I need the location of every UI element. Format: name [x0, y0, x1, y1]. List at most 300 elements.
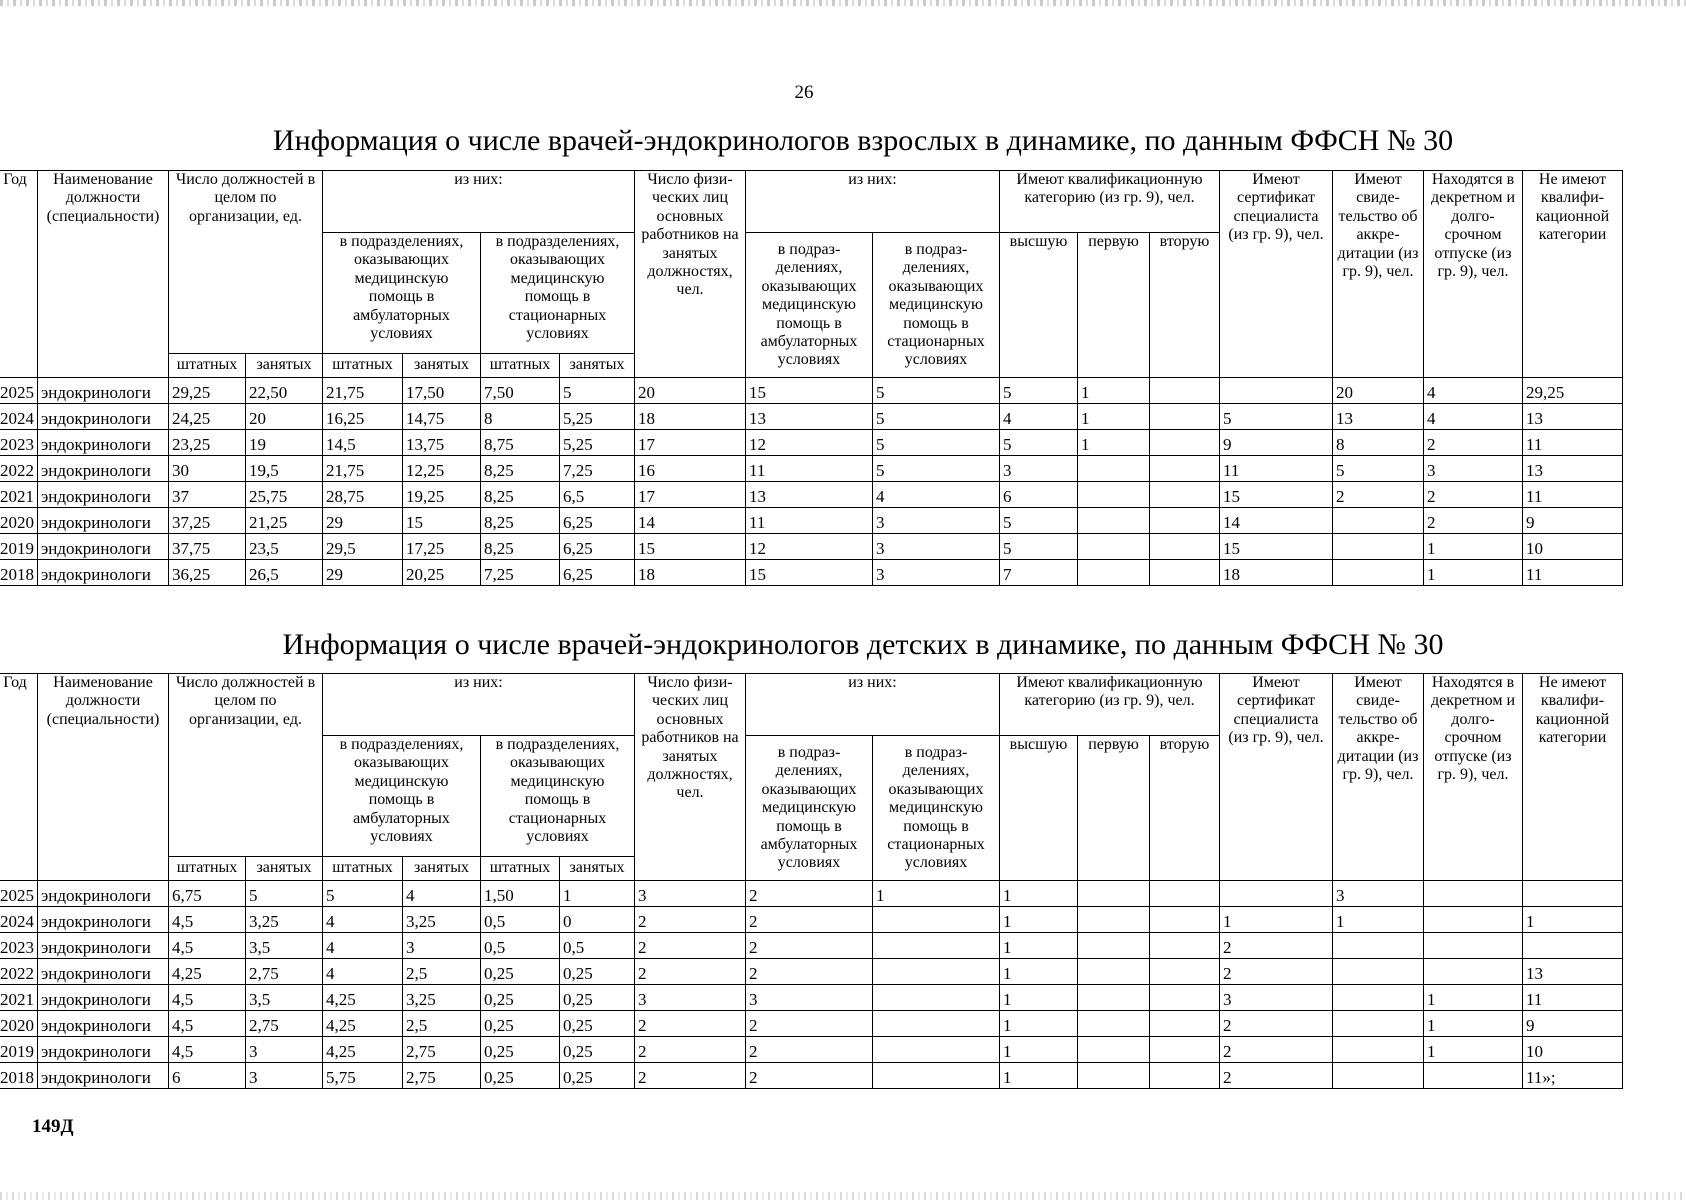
adult-table-body	[0, 378, 1623, 586]
value-cell: 8,25	[481, 482, 560, 508]
value-cell: 10	[1523, 534, 1623, 560]
value-cell: 3	[746, 985, 873, 1011]
position-cell: эндокринологи	[38, 404, 169, 430]
value-cell	[1078, 1063, 1150, 1089]
col-year-header: Год	[0, 674, 38, 881]
value-cell: 29	[323, 508, 403, 534]
value-cell: 3,25	[246, 907, 323, 933]
value-cell	[1150, 959, 1220, 985]
value-cell: 3,25	[403, 907, 481, 933]
value-cell: 1	[1523, 907, 1623, 933]
col-no-category-header: Не имеют квалифи-кационной категории	[1523, 171, 1623, 378]
value-cell	[1078, 1011, 1150, 1037]
value-cell	[1333, 985, 1424, 1011]
year-cell: 2024	[0, 907, 38, 933]
table-row	[0, 482, 1623, 508]
col-outpatient-header: в подразделениях, оказывающих медицинскую помощь в амбулаторных условиях	[323, 233, 481, 354]
value-cell: 4,5	[169, 1037, 246, 1063]
value-cell: 4	[1000, 404, 1078, 430]
value-cell	[1150, 534, 1220, 560]
value-cell: 1	[1000, 1063, 1078, 1089]
value-cell: 1	[873, 881, 1000, 907]
value-cell: 8,75	[481, 430, 560, 456]
col-first-header: первую	[1078, 233, 1150, 378]
value-cell	[1150, 430, 1220, 456]
value-cell: 5	[1220, 404, 1333, 430]
position-cell: эндокринологи	[38, 985, 169, 1011]
value-cell: 1	[1078, 378, 1150, 404]
child-endocrinologists-table	[0, 673, 1623, 1089]
value-cell: 13	[1523, 404, 1623, 430]
value-cell: 2	[746, 959, 873, 985]
value-cell: 9	[1523, 508, 1623, 534]
value-cell: 11	[746, 508, 873, 534]
col-first-header: первую	[1078, 736, 1150, 881]
value-cell: 23,5	[246, 534, 323, 560]
value-cell: 0	[560, 907, 635, 933]
value-cell: 5	[323, 881, 403, 907]
value-cell: 1	[1078, 404, 1150, 430]
value-cell: 4	[323, 959, 403, 985]
value-cell: 3	[246, 1063, 323, 1089]
value-cell: 37,25	[169, 508, 246, 534]
year-cell: 2020	[0, 508, 38, 534]
value-cell: 3	[873, 534, 1000, 560]
value-cell: 2	[746, 907, 873, 933]
value-cell: 0,25	[481, 959, 560, 985]
value-cell: 6,75	[169, 881, 246, 907]
value-cell: 19,5	[246, 456, 323, 482]
position-cell: эндокринологи	[38, 1037, 169, 1063]
col-certificate-header: Имеют сертификат специалиста (из гр. 9), чел.	[1220, 171, 1333, 378]
value-cell: 0,5	[560, 933, 635, 959]
value-cell: 13	[1523, 959, 1623, 985]
value-cell	[1150, 881, 1220, 907]
value-cell: 1	[1424, 534, 1523, 560]
col-outpatient-header: в подразделениях, оказывающих медицинскую помощь в амбулаторных условиях	[323, 736, 481, 857]
col-occupied-header: занятых	[403, 857, 481, 881]
value-cell: 21,25	[246, 508, 323, 534]
position-cell: эндокринологи	[38, 508, 169, 534]
table-row	[0, 534, 1623, 560]
value-cell: 37,75	[169, 534, 246, 560]
table-row	[0, 1011, 1623, 1037]
value-cell: 2	[635, 1037, 746, 1063]
position-cell: эндокринологи	[38, 378, 169, 404]
value-cell: 4	[873, 482, 1000, 508]
col-certificate-header: Имеют сертификат специалиста (из гр. 9), чел.	[1220, 674, 1333, 881]
col-highest-header: высшую	[1000, 233, 1078, 378]
value-cell	[1078, 482, 1150, 508]
col-individuals-header: Число физи-ческих лиц основных работников на занятых должностях, чел.	[635, 171, 746, 378]
value-cell: 14,75	[403, 404, 481, 430]
value-cell: 1	[1000, 959, 1078, 985]
value-cell: 1	[1000, 985, 1078, 1011]
value-cell: 7	[1000, 560, 1078, 586]
year-cell: 2025	[0, 881, 38, 907]
value-cell: 29,5	[323, 534, 403, 560]
value-cell	[1333, 560, 1424, 586]
position-cell: эндокринологи	[38, 560, 169, 586]
value-cell	[1150, 907, 1220, 933]
value-cell	[1150, 985, 1220, 1011]
value-cell: 6	[169, 1063, 246, 1089]
value-cell: 1	[1220, 907, 1333, 933]
value-cell: 26,5	[246, 560, 323, 586]
value-cell	[1150, 560, 1220, 586]
col-second-header: вторую	[1150, 736, 1220, 881]
value-cell: 0,5	[481, 907, 560, 933]
value-cell: 7,25	[481, 560, 560, 586]
table-row	[0, 985, 1623, 1011]
year-cell: 2021	[0, 482, 38, 508]
year-cell: 2024	[0, 404, 38, 430]
value-cell: 3	[1220, 985, 1333, 1011]
col-individuals-header: Число физи-ческих лиц основных работников на занятых должностях, чел.	[635, 674, 746, 881]
year-cell: 2021	[0, 985, 38, 1011]
year-cell: 2019	[0, 534, 38, 560]
value-cell: 4,25	[323, 1011, 403, 1037]
value-cell: 4,5	[169, 1011, 246, 1037]
value-cell	[1150, 1011, 1220, 1037]
year-cell: 2023	[0, 430, 38, 456]
value-cell: 3,25	[403, 985, 481, 1011]
value-cell: 3	[246, 1037, 323, 1063]
value-cell: 4,25	[323, 985, 403, 1011]
table-row	[0, 404, 1623, 430]
year-cell: 2019	[0, 1037, 38, 1063]
value-cell: 11	[1220, 456, 1333, 482]
value-cell: 11»;	[1523, 1063, 1623, 1089]
value-cell: 0,25	[481, 1037, 560, 1063]
value-cell: 2	[746, 881, 873, 907]
col-of-them2-header: из них:	[746, 674, 1000, 736]
value-cell: 0,25	[481, 1011, 560, 1037]
value-cell: 0,25	[560, 1063, 635, 1089]
value-cell: 13	[746, 404, 873, 430]
value-cell: 4,25	[323, 1037, 403, 1063]
value-cell: 11	[746, 456, 873, 482]
year-cell: 2022	[0, 456, 38, 482]
value-cell: 2,75	[403, 1063, 481, 1089]
value-cell: 2	[635, 907, 746, 933]
value-cell	[1220, 881, 1333, 907]
value-cell: 15	[1220, 482, 1333, 508]
value-cell: 14,5	[323, 430, 403, 456]
col-of-them-header: из них:	[323, 674, 635, 736]
value-cell	[873, 1037, 1000, 1063]
value-cell: 15	[746, 560, 873, 586]
col-occupied-header: занятых	[403, 354, 481, 378]
value-cell: 5	[1000, 534, 1078, 560]
value-cell: 3	[1000, 456, 1078, 482]
col-staff-header: штатных	[481, 354, 560, 378]
value-cell: 1,50	[481, 881, 560, 907]
value-cell: 1	[560, 881, 635, 907]
col-occupied-header: занятых	[560, 857, 635, 881]
value-cell	[1078, 959, 1150, 985]
value-cell: 2	[635, 933, 746, 959]
value-cell: 5,25	[560, 404, 635, 430]
value-cell: 1	[1424, 560, 1523, 586]
value-cell: 17	[635, 430, 746, 456]
value-cell: 29,25	[169, 378, 246, 404]
value-cell: 4	[403, 881, 481, 907]
value-cell: 5	[873, 456, 1000, 482]
value-cell: 0,25	[481, 985, 560, 1011]
value-cell: 8	[481, 404, 560, 430]
value-cell: 29,25	[1523, 378, 1623, 404]
value-cell: 17	[635, 482, 746, 508]
value-cell: 11	[1523, 985, 1623, 1011]
value-cell	[1078, 534, 1150, 560]
value-cell: 28,75	[323, 482, 403, 508]
value-cell	[1333, 933, 1424, 959]
value-cell: 6,5	[560, 482, 635, 508]
value-cell: 2	[746, 1011, 873, 1037]
value-cell: 0,25	[481, 1063, 560, 1089]
value-cell: 8,25	[481, 456, 560, 482]
value-cell: 3	[1424, 456, 1523, 482]
col-no-category-header: Не имеют квалифи-кационной категории	[1523, 674, 1623, 881]
table-row	[0, 881, 1623, 907]
table-row	[0, 430, 1623, 456]
value-cell: 6,25	[560, 560, 635, 586]
col-qualification-header: Имеют квалификационную категорию (из гр. 9), чел.	[1000, 674, 1220, 736]
value-cell: 2	[1424, 508, 1523, 534]
position-cell: эндокринологи	[38, 482, 169, 508]
value-cell	[1078, 985, 1150, 1011]
year-cell: 2022	[0, 959, 38, 985]
col-year-header: Год	[0, 171, 38, 378]
year-cell: 2020	[0, 1011, 38, 1037]
value-cell	[1523, 881, 1623, 907]
year-cell: 2023	[0, 933, 38, 959]
table-row	[0, 933, 1623, 959]
value-cell: 25,75	[246, 482, 323, 508]
table-row	[0, 378, 1623, 404]
value-cell: 1	[1000, 1037, 1078, 1063]
table-row	[0, 508, 1623, 534]
position-cell: эндокринологи	[38, 430, 169, 456]
value-cell: 21,75	[323, 456, 403, 482]
table-row	[0, 959, 1623, 985]
col-position-header: Наименование должности (специальности)	[38, 674, 169, 881]
value-cell: 2	[635, 1063, 746, 1089]
value-cell: 3	[403, 933, 481, 959]
table-title-adults: Информация о числе врачей-эндокринологов взрослых в динамике, по данным ФФСН № 30	[272, 124, 1454, 157]
value-cell: 9	[1523, 1011, 1623, 1037]
value-cell: 2	[1220, 959, 1333, 985]
col-staff-header: штатных	[169, 354, 246, 378]
col-outpatient-short-header: в подраз-делениях, оказывающих медицинскую помощь в амбулаторных условиях	[746, 233, 873, 378]
value-cell: 4,25	[169, 959, 246, 985]
col-qualification-header: Имеют квалификационную категорию (из гр. 9), чел.	[1000, 171, 1220, 233]
value-cell: 5	[1000, 508, 1078, 534]
col-occupied-header: занятых	[246, 857, 323, 881]
value-cell: 6,25	[560, 508, 635, 534]
col-outpatient-short-header: в подраз-делениях, оказывающих медицинскую помощь в амбулаторных условиях	[746, 736, 873, 881]
value-cell: 1	[1000, 907, 1078, 933]
value-cell	[1078, 907, 1150, 933]
value-cell: 5	[873, 378, 1000, 404]
col-staff-header: штатных	[323, 857, 403, 881]
value-cell: 2	[1424, 430, 1523, 456]
value-cell: 2	[1220, 1037, 1333, 1063]
value-cell	[1150, 378, 1220, 404]
value-cell: 4,5	[169, 933, 246, 959]
value-cell: 17,50	[403, 378, 481, 404]
value-cell: 5,25	[560, 430, 635, 456]
value-cell: 18	[1220, 560, 1333, 586]
value-cell: 2,75	[403, 1037, 481, 1063]
value-cell	[1078, 456, 1150, 482]
value-cell: 4	[323, 933, 403, 959]
value-cell: 3,5	[246, 933, 323, 959]
value-cell	[1333, 508, 1424, 534]
col-accreditation-header: Имеют свиде-тельство об аккре-дитации (из гр. 9), чел.	[1333, 171, 1424, 378]
value-cell	[1078, 560, 1150, 586]
value-cell: 1	[1333, 907, 1424, 933]
value-cell: 5	[1000, 378, 1078, 404]
value-cell	[1333, 1063, 1424, 1089]
value-cell: 20	[246, 404, 323, 430]
value-cell: 14	[1220, 508, 1333, 534]
col-accreditation-header: Имеют свиде-тельство об аккре-дитации (из гр. 9), чел.	[1333, 674, 1424, 881]
value-cell: 5	[1333, 456, 1424, 482]
value-cell: 5	[873, 404, 1000, 430]
position-cell: эндокринологи	[38, 933, 169, 959]
value-cell: 11	[1523, 482, 1623, 508]
value-cell: 8,25	[481, 534, 560, 560]
col-posts-total-header: Число должностей в целом по организации, ед.	[169, 171, 323, 354]
value-cell	[1078, 933, 1150, 959]
value-cell	[1078, 881, 1150, 907]
table-title-children: Информация о числе врачей-эндокринологов детских в динамике, по данным ФФСН № 30	[282, 628, 1444, 661]
value-cell: 29	[323, 560, 403, 586]
value-cell	[1523, 933, 1623, 959]
value-cell: 0,25	[560, 1011, 635, 1037]
value-cell: 2	[746, 933, 873, 959]
value-cell: 3	[873, 560, 1000, 586]
value-cell: 8	[1333, 430, 1424, 456]
value-cell: 17,25	[403, 534, 481, 560]
col-second-header: вторую	[1150, 233, 1220, 378]
col-occupied-header: занятых	[560, 354, 635, 378]
value-cell: 6	[1000, 482, 1078, 508]
position-cell: эндокринологи	[38, 456, 169, 482]
value-cell: 1	[1078, 430, 1150, 456]
value-cell: 19	[246, 430, 323, 456]
value-cell: 23,25	[169, 430, 246, 456]
value-cell: 11	[1523, 430, 1623, 456]
value-cell: 20	[1333, 378, 1424, 404]
value-cell: 30	[169, 456, 246, 482]
value-cell	[1150, 933, 1220, 959]
value-cell: 9	[1220, 430, 1333, 456]
col-inpatient-header: в подразделениях, оказывающих медицинскую помощь в стационарных условиях	[481, 736, 635, 857]
value-cell: 16	[635, 456, 746, 482]
col-inpatient-header: в подразделениях, оказывающих медицинскую помощь в стационарных условиях	[481, 233, 635, 354]
value-cell	[1150, 456, 1220, 482]
col-of-them2-header: из них:	[746, 171, 1000, 233]
value-cell: 2	[1220, 1063, 1333, 1089]
value-cell: 2	[635, 959, 746, 985]
value-cell	[1333, 1011, 1424, 1037]
value-cell: 22,50	[246, 378, 323, 404]
value-cell: 1	[1424, 985, 1523, 1011]
scan-noise-top	[0, 0, 1686, 6]
value-cell	[1150, 404, 1220, 430]
value-cell: 1	[1000, 881, 1078, 907]
value-cell: 2,75	[246, 959, 323, 985]
value-cell: 19,25	[403, 482, 481, 508]
value-cell: 18	[635, 560, 746, 586]
table-row	[0, 1037, 1623, 1063]
value-cell: 7,25	[560, 456, 635, 482]
value-cell: 3	[635, 985, 746, 1011]
value-cell	[1150, 1063, 1220, 1089]
value-cell	[873, 933, 1000, 959]
value-cell	[873, 1011, 1000, 1037]
value-cell: 0,25	[560, 1037, 635, 1063]
value-cell: 5	[246, 881, 323, 907]
value-cell: 2	[1220, 1011, 1333, 1037]
value-cell: 0,25	[560, 985, 635, 1011]
col-leave-header: Находятся в декретном и долго-срочном отпуске (из гр. 9), чел.	[1424, 674, 1523, 881]
value-cell	[1078, 1037, 1150, 1063]
value-cell: 1	[1424, 1037, 1523, 1063]
value-cell: 3	[1333, 881, 1424, 907]
child-table-body	[0, 881, 1623, 1089]
table-row	[0, 907, 1623, 933]
value-cell: 13,75	[403, 430, 481, 456]
value-cell: 12	[746, 430, 873, 456]
document-code: 149Д	[32, 1116, 74, 1137]
page-number: 26	[794, 82, 814, 103]
value-cell: 20	[635, 378, 746, 404]
value-cell: 12	[746, 534, 873, 560]
value-cell	[1150, 482, 1220, 508]
year-cell: 2025	[0, 378, 38, 404]
value-cell: 2,75	[246, 1011, 323, 1037]
col-staff-header: штатных	[169, 857, 246, 881]
value-cell: 13	[1523, 456, 1623, 482]
value-cell: 15	[1220, 534, 1333, 560]
value-cell	[1424, 1063, 1523, 1089]
value-cell: 13	[746, 482, 873, 508]
value-cell: 15	[403, 508, 481, 534]
value-cell: 2	[1333, 482, 1424, 508]
value-cell: 11	[1523, 560, 1623, 586]
value-cell: 5,75	[323, 1063, 403, 1089]
position-cell: эндокринологи	[38, 1063, 169, 1089]
value-cell	[1424, 933, 1523, 959]
value-cell: 3	[635, 881, 746, 907]
value-cell	[1220, 378, 1333, 404]
position-cell: эндокринологи	[38, 1011, 169, 1037]
value-cell: 14	[635, 508, 746, 534]
value-cell	[1333, 534, 1424, 560]
value-cell: 2	[746, 1063, 873, 1089]
scan-noise-bottom	[0, 1192, 1686, 1200]
value-cell: 6,25	[560, 534, 635, 560]
col-of-them-header: из них:	[323, 171, 635, 233]
value-cell: 5	[560, 378, 635, 404]
value-cell: 24,25	[169, 404, 246, 430]
value-cell	[1333, 1037, 1424, 1063]
value-cell	[1424, 959, 1523, 985]
